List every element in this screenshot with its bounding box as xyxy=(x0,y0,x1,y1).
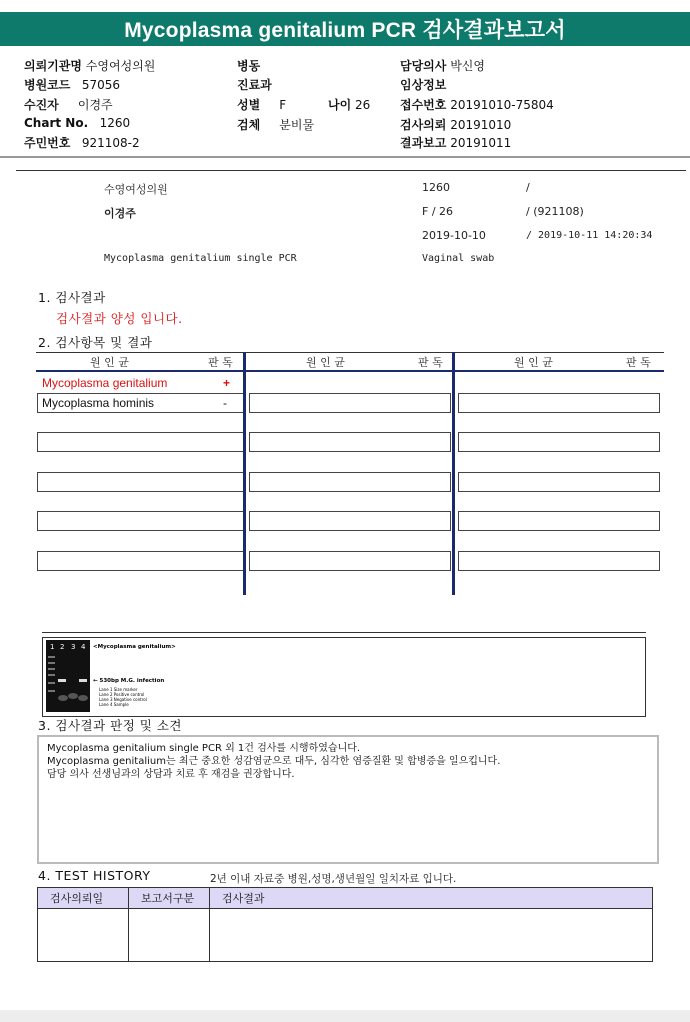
gel-arrow-label: ← 530bp M.G. infection xyxy=(93,678,165,684)
history-col-report-type: 보고서구분 xyxy=(129,888,210,909)
col-judgment-header-3: 판 독 xyxy=(626,356,651,369)
summary-patient: 이경주 xyxy=(104,207,136,220)
section-2-title: 2. 검사항목 및 결과 xyxy=(38,335,153,350)
column-divider-1 xyxy=(243,352,246,595)
history-header-row xyxy=(38,888,653,909)
result-row-2 xyxy=(37,393,245,413)
info-resident-no: 주민번호 921108-2 xyxy=(24,136,140,150)
gel-caption: <Mycoplasma genitalium> xyxy=(93,644,176,650)
header-divider xyxy=(0,156,690,158)
col-judgment-header-1: 판 독 xyxy=(208,356,233,369)
judgment-box xyxy=(37,735,659,864)
result-empty-4-1 xyxy=(37,472,245,492)
result-empty-2-2 xyxy=(249,393,451,413)
result-organism-2: Mycoplasma hominis xyxy=(42,396,155,410)
history-table xyxy=(37,887,653,962)
summary-chart: 1260 xyxy=(422,181,450,194)
result-judgment-1: + xyxy=(223,376,231,390)
gel-lane-1: 1 xyxy=(50,643,55,651)
column-divider-2 xyxy=(452,352,455,595)
info-patient: 수진자 이경주 xyxy=(24,98,113,112)
info-request-date: 검사의뢰 20191010 xyxy=(400,118,512,132)
summary-clinic: 수영여성의원 xyxy=(104,183,168,196)
summary-birth: / (921108) xyxy=(526,205,584,218)
info-sex: 성별 F xyxy=(237,98,287,112)
gel-lane-2: 2 xyxy=(60,643,65,651)
info-age: 나이 26 xyxy=(328,98,371,112)
history-col-request-date: 검사의뢰일 xyxy=(38,888,129,909)
result-empty-5-2 xyxy=(249,511,451,531)
result-row-1 xyxy=(37,373,245,393)
gel-top-line xyxy=(42,632,646,633)
history-note: 2년 이내 자료중 병원,성명,생년월일 일치자료 입니다. xyxy=(210,873,457,885)
gel-lane-4: 4 xyxy=(81,643,86,651)
results-table-top-line xyxy=(36,352,664,353)
result-judgment-2: - xyxy=(223,396,227,410)
info-receipt-no: 접수번호 20191010-75804 xyxy=(400,98,554,112)
summary-request-date: 2019-10-10 xyxy=(422,229,486,242)
section-3-title: 3. 검사결과 판정 및 소견 xyxy=(38,718,182,733)
history-cell xyxy=(129,909,210,962)
result-empty-3-3 xyxy=(458,432,660,452)
result-empty-4-2 xyxy=(249,472,451,492)
result-empty-3-1 xyxy=(37,432,245,452)
summary-sex-age: F / 26 xyxy=(422,205,454,218)
history-col-result: 검사결과 xyxy=(210,888,653,909)
result-empty-6-1 xyxy=(37,551,245,571)
history-empty-row xyxy=(38,909,653,962)
col-organism-header-1: 원 인 균 xyxy=(90,356,129,369)
gel-legend-2: Lane 2 Positive control xyxy=(99,692,145,697)
history-cell xyxy=(38,909,129,962)
col-organism-header-2: 원 인 균 xyxy=(306,356,345,369)
judgment-line-3: 담당 의사 선생님과의 상담과 치료 후 재검을 권장합니다. xyxy=(47,769,295,780)
info-report-date: 결과보고 20191011 xyxy=(400,136,512,150)
results-header-line xyxy=(36,370,664,372)
summary-report-datetime: / 2019-10-11 14:20:34 xyxy=(526,230,653,241)
result-statement: 검사결과 양성 입니다. xyxy=(56,311,183,326)
result-empty-6-3 xyxy=(458,551,660,571)
judgment-line-1: Mycoplasma genitalium single PCR 외 1건 검사를 시행하였습니다. xyxy=(47,743,361,754)
result-empty-3-2 xyxy=(249,432,451,452)
result-empty-5-3 xyxy=(458,511,660,531)
result-empty-6-2 xyxy=(249,551,451,571)
info-ward: 병동 xyxy=(237,59,261,73)
gel-figure xyxy=(43,638,643,714)
info-requesting-clinic: 의뢰기관명 수영여성의원 xyxy=(24,59,156,73)
summary-test-name: Mycoplasma genitalium single PCR xyxy=(104,253,297,264)
summary-specimen: Vaginal swab xyxy=(422,253,495,264)
report-title: Mycoplasma genitalium PCR 검사결과보고서 xyxy=(0,12,690,46)
info-chart-no: Chart No. 1260 xyxy=(24,116,131,130)
result-organism-1: Mycoplasma genitalium xyxy=(42,376,168,390)
info-specimen: 검체 분비물 xyxy=(237,118,315,132)
gel-band-sample xyxy=(79,679,87,682)
gel-legend-4: Lane 4 Sample xyxy=(99,702,129,707)
result-empty-5-1 xyxy=(37,511,245,531)
gel-legend-1: Lane 1 Size marker xyxy=(99,687,138,692)
summary-divider xyxy=(16,170,686,171)
result-empty-4-3 xyxy=(458,472,660,492)
summary-slash: / xyxy=(526,181,530,194)
gel-band-positive-control xyxy=(58,679,66,682)
col-judgment-header-2: 판 독 xyxy=(418,356,443,369)
section-4-title: 4. TEST HISTORY xyxy=(38,868,151,883)
gel-legend-3: Lane 3 Negative control xyxy=(99,697,147,702)
result-empty-2-3 xyxy=(458,393,660,413)
info-doctor: 담당의사 박신영 xyxy=(400,59,485,73)
section-1-title: 1. 검사결과 xyxy=(38,290,106,305)
gel-figure-box xyxy=(42,637,646,717)
history-cell xyxy=(210,909,653,962)
info-clinical: 임상정보 xyxy=(400,78,447,92)
judgment-line-2: Mycoplasma genitalium는 최근 중요한 성감염균으로 대두, 심각한 염증질환 및 합병증을 일으킵니다. xyxy=(47,756,501,767)
info-department: 진료과 xyxy=(237,78,272,92)
gel-lane-3: 3 xyxy=(71,643,76,651)
info-hospital-code: 병원코드 57056 xyxy=(24,78,121,92)
col-organism-header-3: 원 인 균 xyxy=(514,356,553,369)
